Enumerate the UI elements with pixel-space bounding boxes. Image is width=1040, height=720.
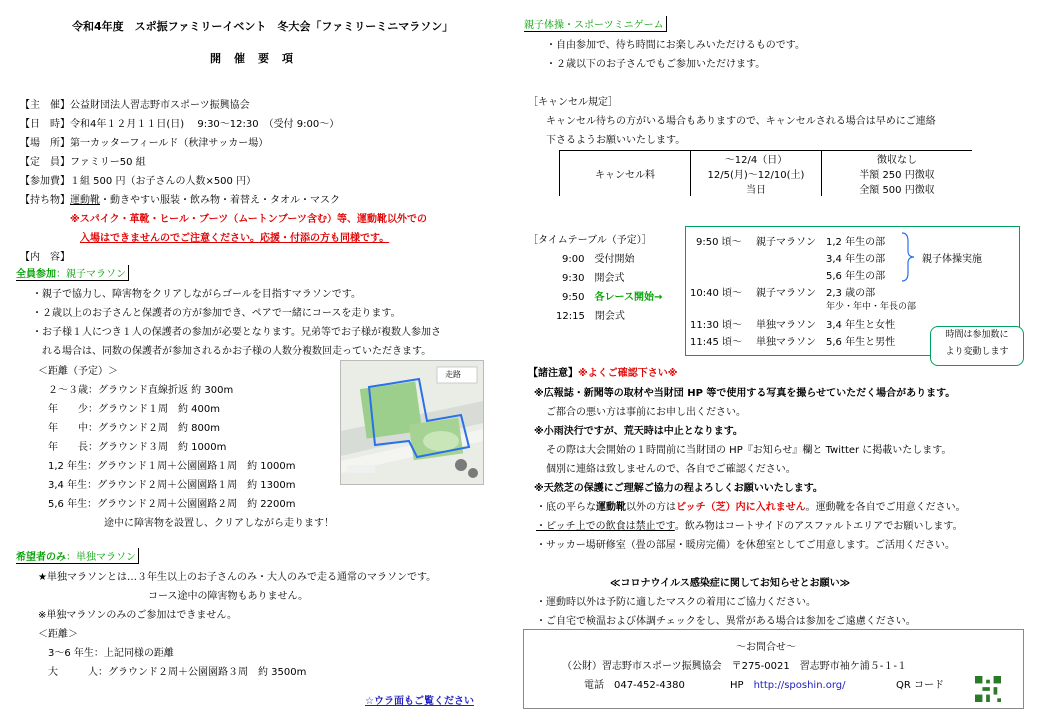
info-row-belongings: 【持ち物】運動靴・動きやすい服装・飲み物・着替え・タオル・マスク [20,195,340,206]
contact-title: ～お問合せ～ [736,642,796,653]
timetable-row: 9:50 各レース開始→ [562,292,663,303]
qr-label: QR コード [896,680,944,691]
solo-desc-1: ★単独マラソンとは…３年生以上のお子さんのみ・大人のみで走る通常のマラソンです。 [38,572,437,583]
distance-row: 1,2 年生：グラウンド１周＋公園園路１周 約 1000m [48,461,296,472]
race-group: 5,6 年生と男性 [826,337,896,348]
solo-distance-row: 3～6 年生：上記同様の距離 [48,648,174,659]
corona-line-2: ・ご自宅で検温および体調チェックをし、異常がある場合は参加をご遠慮ください。 [536,616,916,627]
mini-game-heading: 親子体操・スポーツミニゲーム [524,16,667,32]
corona-line-1: ・運動時以外は予防に適したマスクの着用にご協力ください。 [536,597,816,608]
distance-label: ＜距離（予定）＞ [38,366,118,377]
note-weather-sub1: その際は大会開始の１時間前に当財団の HP『お知らせ』欄と Twitter に掲載いたします。 [546,445,952,456]
cancel-line-2: 下さるようお願いいたします。 [546,135,686,146]
family-marathon-heading: 全員参加：親子マラソン [16,265,129,281]
race-group: 1,2 年生の部 [826,237,886,248]
cancel-date: 12/5(月)～12/10(土) [691,166,822,181]
solo-distance-row: 大 人：グラウンド２周＋公園園路３周 約 3500m [48,667,307,678]
race-group: 5,6 年生の部 [826,271,886,282]
info-row-date: 【日 時】令和4年１２月１１日(日) 9:30～12:30 （受付 9:00～） [20,119,340,130]
map-route-label: 走路 [445,370,461,379]
solo-desc-3: ※単独マラソンのみのご参加はできません。 [38,610,237,621]
qr-code-icon[interactable] [975,676,1001,702]
race-group: 2,3 歳の部 [826,288,876,299]
notes-heading: 【諸注意】※よくご確認下さい※ [528,368,678,379]
info-row-capacity: 【定 員】ファミリー50 組 [20,157,146,168]
distance-row: ２～３歳：グラウンド直線折返 約 300m [48,385,234,396]
race-group: 3,4 年生の部 [826,254,886,265]
cancel-date: ～12/4（日） [691,151,822,167]
distance-row: 年 長：グラウンド３周 約 1000m [48,442,227,453]
timetable-row: 9:30 開会式 [562,273,625,284]
cancel-fee: 全額 500 円徴収 [822,181,973,196]
cancel-heading: ［キャンセル規定］ [528,97,618,108]
note-photo-sub: ご都合の悪い方は事前にお申し出ください。 [546,407,746,418]
race-type: 親子マラソン [756,237,816,248]
brace-icon [900,231,920,283]
contact-hp: HP http://sposhin.org/ [730,680,846,691]
back-page-link[interactable]: ☆ウラ面もご覧ください [365,696,474,707]
race-time: 9:50 頃～ [696,237,742,248]
race-group: 3,4 年生と女性 [826,320,896,331]
shoe-warning-line2: 入場はできませんのでご注意ください。応援・付添の方も同様です。 [80,233,390,244]
cancel-line-1: キャンセル待ちの方がいる場合もありますので、キャンセルされる場合は早めにご連絡 [546,116,936,127]
mini-game-line-2: ・２歳以下のお子さんでもご参加いただけます。 [546,59,766,70]
cancel-date: 当日 [691,181,822,196]
note-weather: ※小雨決行ですが、荒天時は中止となります。 [534,426,743,437]
brace-label: 親子体操実施 [922,254,982,265]
contact-phone: 電話 047-452-4380 [584,680,685,691]
corona-heading: ≪コロナウイルス感染症に関してお知らせとお願い≫ [610,578,851,589]
note-turf-food: ・ピッチ上での飲食は禁止です。飲み物はコートサイドのアスファルトエリアでお願いします。 [536,521,963,532]
note-weather-sub2: 個別に連絡は致しませんので、各自でご確認ください。 [546,464,796,475]
timetable-heading: ［タイムテーブル（予定）］ [528,235,652,246]
family-desc-4: れる場合は、同数の保護者が参加されるかお子様の人数分複数回走っていただきます。 [32,346,432,357]
race-type: 単独マラソン [756,320,816,331]
distance-row: 年 少：グラウンド１周 約 400m [48,404,221,415]
timetable-row: 9:00 受付開始 [562,254,635,265]
solo-marathon-heading: 希望者のみ：単独マラソン [16,548,139,564]
course-map [340,360,484,485]
race-time: 11:45 頃～ [690,337,742,348]
race-time: 10:40 頃～ [690,288,742,299]
race-time: 11:30 頃～ [690,320,742,331]
family-desc-1: ・親子で協力し、障害物をクリアしながらゴールを目指すマラソンです。 [32,289,361,300]
contact-box [523,629,1024,709]
cancel-fee-table [559,150,972,196]
solo-desc-2: コース途中の障害物もありません。 [148,591,309,602]
obstacle-note: 途中に障害物を設置し、クリアしながら走ります！ [104,518,334,529]
info-row-place: 【場 所】第一カッターフィールド（秋津サッカー場） [20,138,269,149]
timetable-row: 12:15 閉会式 [556,311,625,322]
distance-row: 3,4 年生：グラウンド２周＋公園園路１周 約 1300m [48,480,296,491]
note-turf: ※天然芝の保護にご理解ご協力の程よろしくお願いいたします。 [534,483,823,494]
note-turf-rest: ・サッカー場研修室（畳の部屋・暖房完備）を休憩室としてご用意します。ご活用ください。 [536,540,955,551]
shoe-warning-line1: ※スパイク・革靴・ヒール・ブーツ（ムートンブーツ含む）等、運動靴以外での [70,214,428,225]
contact-org: （公財）習志野市スポーツ振興協会 〒275-0021 習志野市袖ケ浦５-１-１ [562,661,907,672]
family-desc-2: ・２歳以上のお子さんと保護者の方が参加でき、ペアで一緒にコースを走ります。 [32,308,401,319]
note-turf-shoes: ・底の平らな運動靴以外の方はピッチ（芝）内に入れません。運動靴を各自でご用意ください。 [536,502,966,513]
family-desc-3: ・お子様１人につき１人の保護者の参加が必要となります。兄弟等でお子様が複数人参加さ [32,327,441,338]
cancel-fee: 徴収なし [822,151,973,167]
time-note-bubble: 時間は参加数に より変動します [930,326,1024,366]
info-row-fee: 【参加費】１組 500 円（お子さんの人数×500 円） [20,176,257,187]
race-group: 年少・年中・年長の部 [826,302,917,312]
distance-row: 5,6 年生：グラウンド２周＋公園園路２周 約 2200m [48,499,296,510]
mini-game-line-1: ・自由参加で、待ち時間にお楽しみいただけるものです。 [546,40,805,51]
cancel-fee-label: キャンセル料 [560,151,691,197]
page-title: 令和4年度 スポ振ファミリーイベント 冬大会「ファミリーミニマラソン」 [72,20,454,33]
page-subtitle: 開 催 要 項 [210,52,294,65]
race-type: 親子マラソン [756,288,816,299]
distance-row: 年 中：グラウンド２周 約 800m [48,423,221,434]
cancel-fee: 半額 250 円徴収 [822,166,973,181]
note-photo: ※広報誌・新聞等の取材や当財団 HP 等で使用する写真を撮らせていただく場合があります。 [534,388,956,399]
info-row-organizer: 【主 催】公益財団法人習志野市スポーツ振興協会 [20,100,250,111]
hp-link[interactable]: http://sposhin.org/ [753,680,846,691]
race-type: 単独マラソン [756,337,816,348]
content-label: 【内 容】 [20,252,70,263]
solo-distance-label: ＜距離＞ [38,629,78,640]
